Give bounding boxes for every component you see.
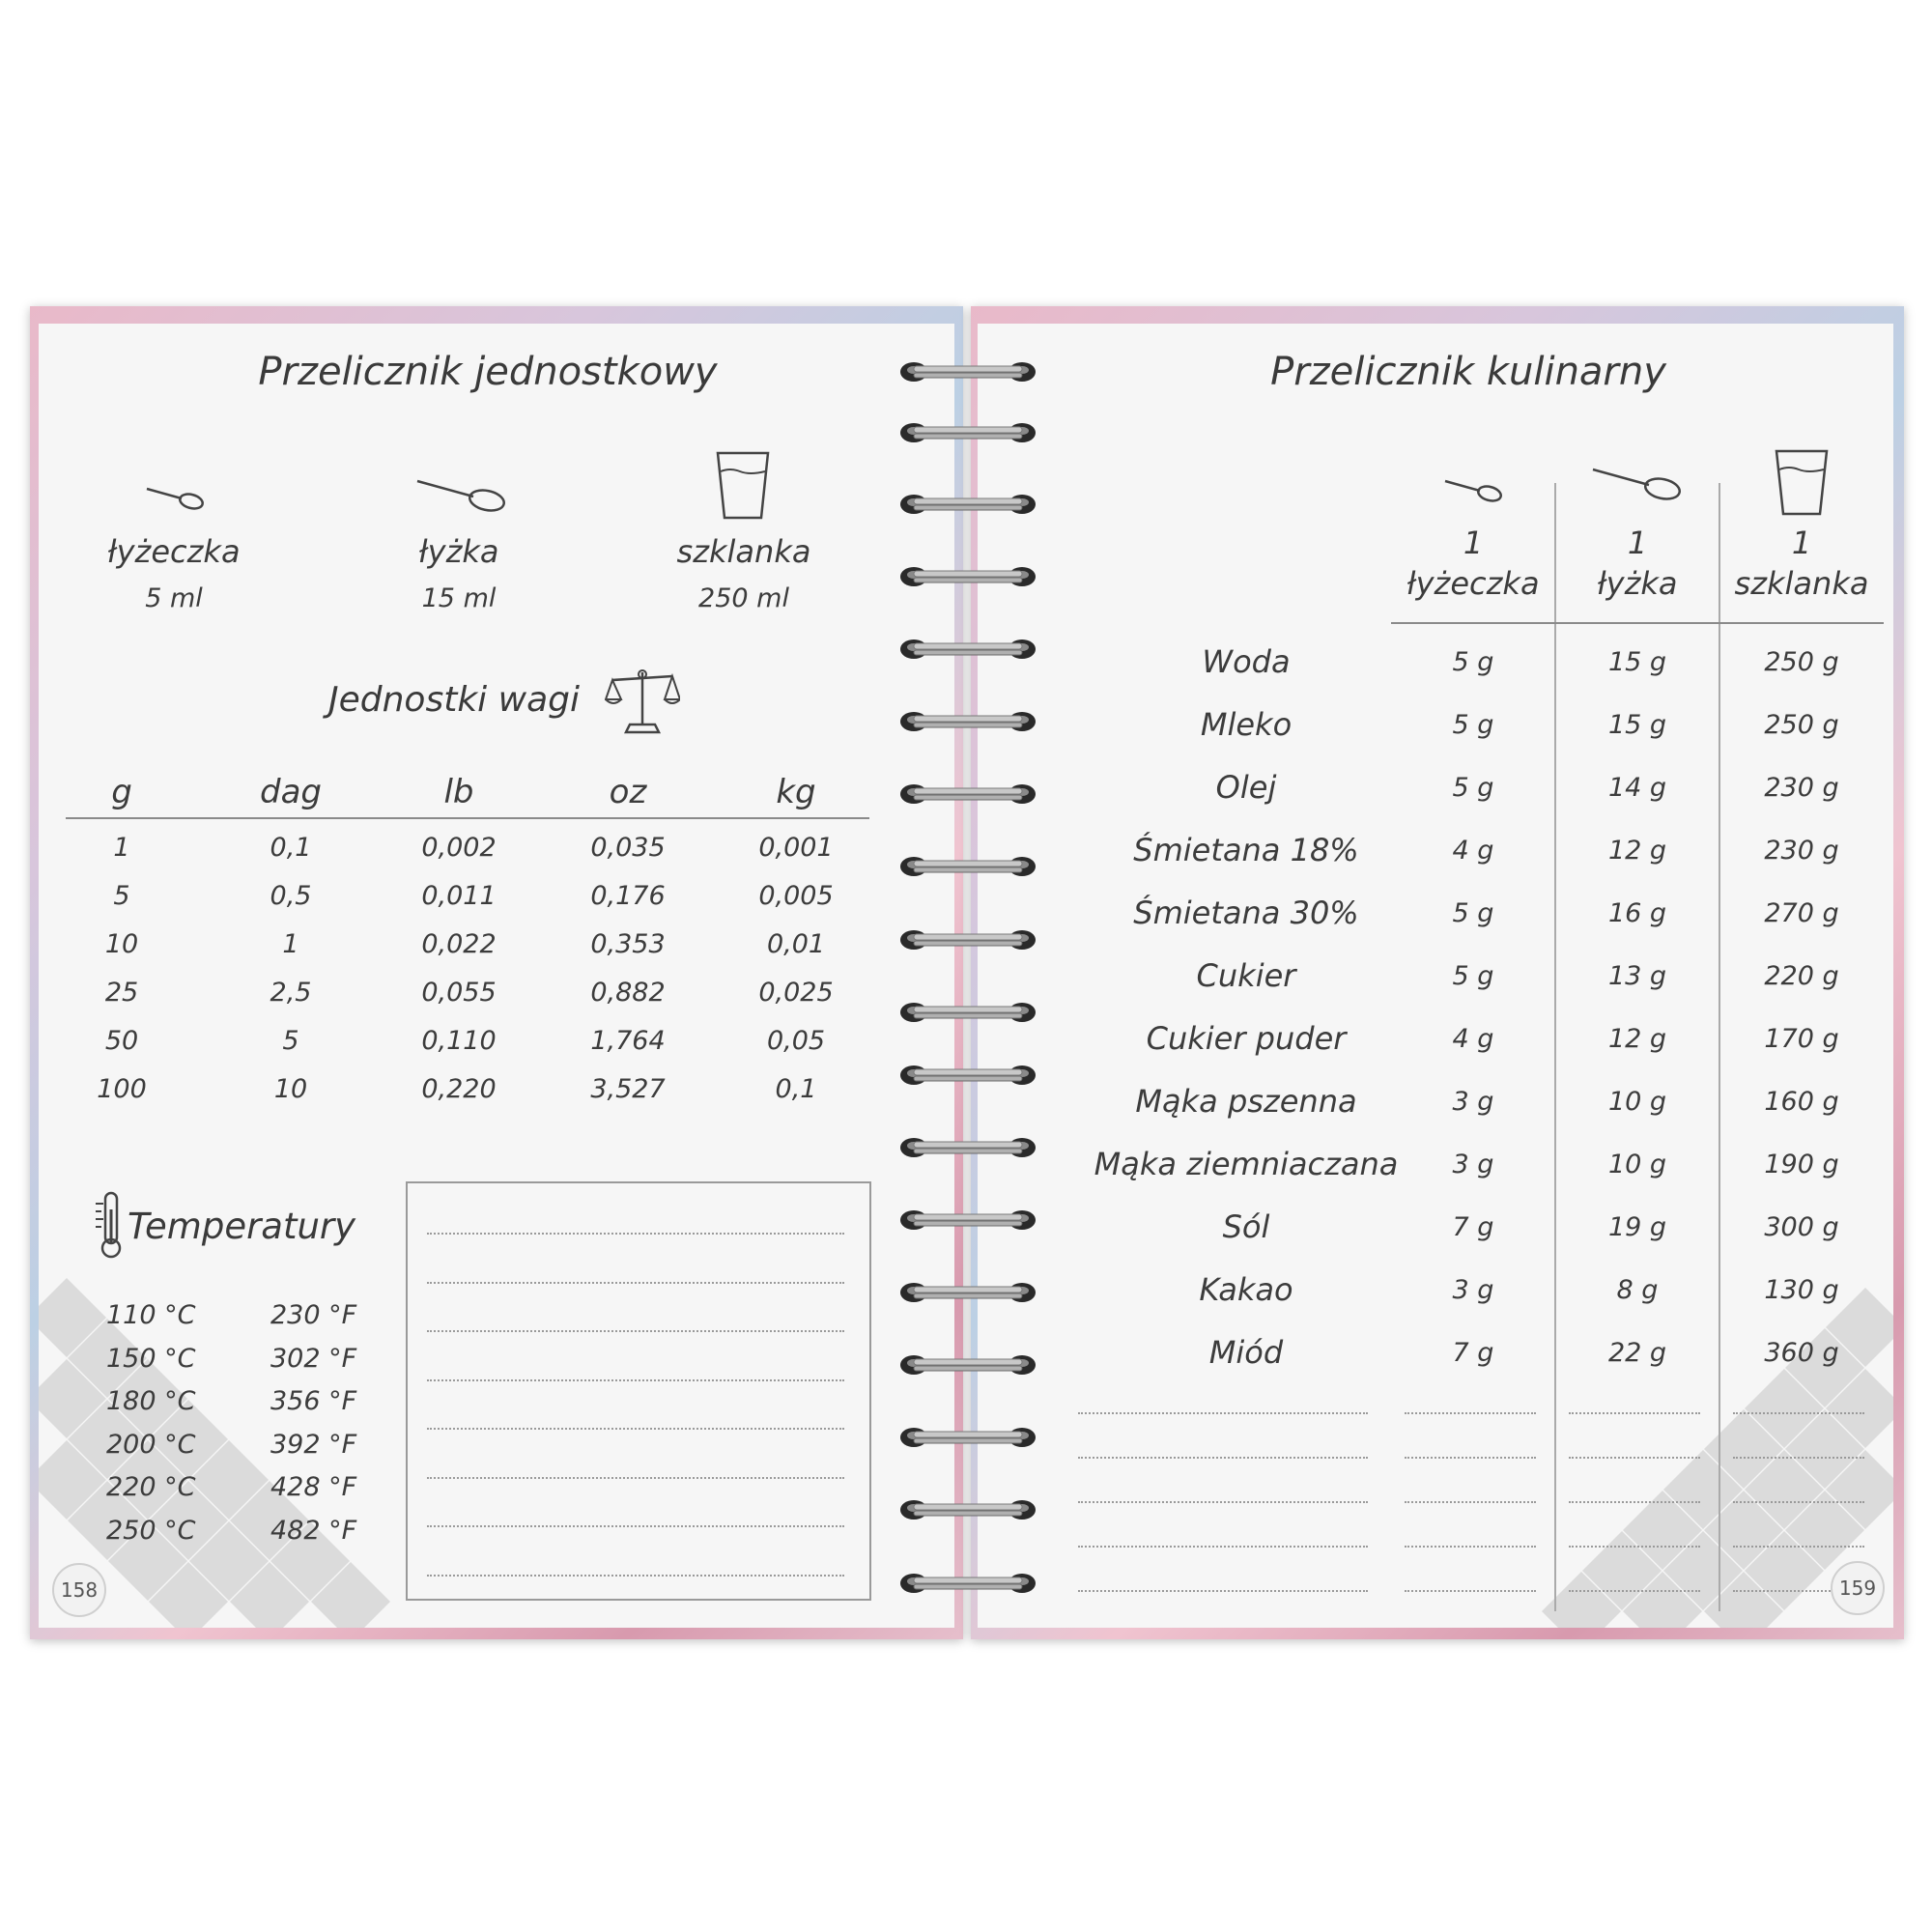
page-number-right: 159: [1831, 1561, 1885, 1615]
spiral-ring: [896, 998, 1039, 1027]
ingredient-value: 12 g: [1607, 836, 1667, 866]
ingredient-value: 3 g: [1452, 1087, 1494, 1117]
ingredient-value: 5 g: [1452, 773, 1494, 803]
ingredient-name: Śmietana 30%: [1133, 895, 1359, 931]
blank-line: [1078, 1590, 1368, 1592]
blank-line: [1078, 1412, 1368, 1414]
note-line: [427, 1330, 844, 1332]
temp-celsius: 180 °C: [106, 1386, 196, 1416]
weight-cell: 50: [104, 1026, 139, 1056]
note-line: [427, 1379, 844, 1381]
column-header-count: 1: [1463, 525, 1484, 561]
ingredient-value: 170 g: [1764, 1024, 1839, 1054]
ingredient-value: 250 g: [1764, 710, 1839, 740]
header-divider: [1391, 622, 1884, 624]
measure-name: łyżka: [418, 533, 499, 570]
weight-cell: 0,022: [421, 929, 497, 959]
blank-line: [1569, 1546, 1700, 1548]
column-header-tablespoon: [1555, 523, 1719, 604]
ingredient-value: 130 g: [1764, 1275, 1839, 1305]
measure-value: 5 ml: [145, 583, 203, 613]
ingredient-value: 220 g: [1764, 961, 1839, 991]
measure-tablespoon: [353, 533, 565, 613]
ingredient-value: 19 g: [1607, 1212, 1667, 1242]
blank-line: [1405, 1501, 1536, 1503]
spiral-ring: [896, 780, 1039, 809]
weight-header-kg: kg: [776, 773, 816, 811]
ingredient-name: Kakao: [1199, 1271, 1293, 1308]
ingredient-name: Mleko: [1200, 706, 1293, 743]
spiral-ring: [896, 1206, 1039, 1235]
thermometer-icon: [93, 1190, 128, 1260]
temp-celsius: 150 °C: [106, 1343, 196, 1374]
blank-line: [1405, 1412, 1536, 1414]
ingredient-name: Mąka pszenna: [1135, 1083, 1357, 1120]
column-header-unit: szklanka: [1734, 565, 1869, 602]
blank-line: [1078, 1501, 1368, 1503]
ingredient-value: 3 g: [1452, 1275, 1494, 1305]
ingredient-value: 8 g: [1616, 1275, 1659, 1305]
ingredient-value: 15 g: [1607, 647, 1667, 677]
weight-cell: 0,035: [590, 833, 666, 863]
spiral-ring: [896, 418, 1039, 447]
weight-cell: 0,055: [421, 978, 497, 1008]
weights-title: Jednostki wagi: [328, 680, 580, 720]
ingredient-value: 10 g: [1607, 1150, 1667, 1179]
ingredient-value: 4 g: [1452, 836, 1494, 866]
temp-fahrenheit: 428 °F: [270, 1472, 357, 1502]
left-page-title: Przelicznik jednostkowy: [258, 350, 718, 394]
scale-icon: [605, 667, 680, 736]
ingredient-name: Woda: [1202, 643, 1291, 680]
blank-line: [1405, 1590, 1536, 1592]
weight-cell: 3,527: [590, 1074, 666, 1104]
ingredient-name: Mąka ziemniaczana: [1094, 1146, 1399, 1182]
measure-name: szklanka: [676, 533, 811, 570]
weight-cell: 25: [104, 978, 139, 1008]
ingredient-value: 10 g: [1607, 1087, 1667, 1117]
temp-celsius: 110 °C: [106, 1300, 196, 1330]
ingredient-value: 250 g: [1764, 647, 1839, 677]
blank-line: [1569, 1501, 1700, 1503]
page-number-left: 158: [52, 1563, 106, 1617]
temp-fahrenheit: 302 °F: [270, 1343, 357, 1374]
blank-line: [1733, 1501, 1864, 1503]
ingredient-value: 160 g: [1764, 1087, 1839, 1117]
column-header-count: 1: [1627, 525, 1648, 561]
spiral-ring: [896, 1423, 1039, 1452]
column-header-teaspoon: [1391, 523, 1555, 604]
temperatures-title: Temperatury: [128, 1206, 356, 1247]
ingredient-value: 300 g: [1764, 1212, 1839, 1242]
temp-fahrenheit: 392 °F: [270, 1429, 357, 1460]
weight-cell: 0,176: [590, 881, 666, 911]
weight-cell: 0,01: [766, 929, 826, 959]
ingredient-name: Miód: [1208, 1334, 1284, 1371]
weight-cell: 1: [113, 833, 130, 863]
spiral-ring: [896, 1569, 1039, 1598]
ingredient-value: 5 g: [1452, 961, 1494, 991]
ingredient-value: 270 g: [1764, 898, 1839, 928]
spiral-ring: [896, 852, 1039, 881]
teaspoon-icon: [143, 481, 207, 514]
spiral-ring: [896, 1350, 1039, 1379]
ingredient-value: 230 g: [1764, 836, 1839, 866]
spiral-ring: [896, 1495, 1039, 1524]
weight-cell: 0,220: [421, 1074, 497, 1104]
column-header-unit: łyżka: [1597, 565, 1678, 602]
ingredient-name: Sól: [1222, 1208, 1270, 1245]
weight-cell: 0,1: [775, 1074, 817, 1104]
weight-header-g: g: [111, 773, 132, 811]
ingredient-value: 7 g: [1452, 1338, 1494, 1368]
weight-cell: 2,5: [270, 978, 312, 1008]
ingredient-value: 190 g: [1764, 1150, 1839, 1179]
ingredient-value: 5 g: [1452, 898, 1494, 928]
column-header-unit: łyżeczka: [1406, 565, 1540, 602]
temp-fahrenheit: 356 °F: [270, 1386, 357, 1416]
measure-value: 15 ml: [421, 583, 497, 613]
weight-cell: 5: [113, 881, 130, 911]
temp-fahrenheit: 230 °F: [270, 1300, 357, 1330]
blank-line: [1405, 1546, 1536, 1548]
weight-cell: 10: [104, 929, 139, 959]
tablespoon-icon: [413, 473, 508, 516]
ingredient-value: 12 g: [1607, 1024, 1667, 1054]
note-line: [427, 1525, 844, 1527]
blank-line: [1733, 1412, 1864, 1414]
weight-cell: 0,5: [270, 881, 312, 911]
spiral-ring: [896, 635, 1039, 664]
weight-cell: 0,002: [421, 833, 497, 863]
ingredient-name: Olej: [1215, 769, 1277, 806]
measure-teaspoon: [68, 533, 280, 613]
temp-celsius: 250 °C: [106, 1515, 196, 1546]
blank-line: [1569, 1590, 1700, 1592]
column-header-count: 1: [1791, 525, 1812, 561]
blank-line: [1569, 1457, 1700, 1459]
temp-celsius: 200 °C: [106, 1429, 196, 1460]
spiral-ring: [896, 925, 1039, 954]
weight-cell: 0,011: [421, 881, 497, 911]
ingredient-value: 14 g: [1607, 773, 1667, 803]
temp-fahrenheit: 482 °F: [270, 1515, 357, 1546]
note-line: [427, 1233, 844, 1235]
spiral-ring: [896, 1133, 1039, 1162]
measure-name: łyżeczka: [107, 533, 241, 570]
ingredient-value: 15 g: [1607, 710, 1667, 740]
teaspoon-icon: [1441, 473, 1505, 506]
weight-cell: 0,110: [421, 1026, 497, 1056]
weight-header-dag: dag: [260, 773, 322, 811]
spiral-ring: [896, 490, 1039, 519]
weight-cell: 0,353: [590, 929, 666, 959]
note-line: [427, 1477, 844, 1479]
ingredient-value: 230 g: [1764, 773, 1839, 803]
spiral-ring: [896, 357, 1039, 386]
ingredient-value: 360 g: [1764, 1338, 1839, 1368]
weight-header-oz: oz: [609, 773, 647, 811]
weight-cell: 10: [273, 1074, 308, 1104]
spiral-ring: [896, 562, 1039, 591]
ingredient-value: 22 g: [1607, 1338, 1667, 1368]
weight-cell: 100: [97, 1074, 147, 1104]
ingredient-name: Cukier: [1196, 957, 1296, 994]
spiral-ring: [896, 1278, 1039, 1307]
blank-line: [1078, 1457, 1368, 1459]
column-header-glass: [1719, 523, 1884, 604]
note-line: [427, 1282, 844, 1284]
ingredient-value: 5 g: [1452, 710, 1494, 740]
ingredient-value: 16 g: [1607, 898, 1667, 928]
glass-icon: [715, 450, 771, 522]
weight-cell: 0,1: [270, 833, 312, 863]
weight-cell: 1: [282, 929, 299, 959]
ingredient-value: 7 g: [1452, 1212, 1494, 1242]
notes-box[interactable]: [406, 1181, 871, 1601]
temp-celsius: 220 °C: [106, 1472, 196, 1502]
measure-glass: [638, 533, 850, 613]
blank-line: [1078, 1546, 1368, 1548]
note-line: [427, 1575, 844, 1577]
blank-line: [1733, 1457, 1864, 1459]
blank-line: [1733, 1546, 1864, 1548]
weight-cell: 0,001: [758, 833, 834, 863]
blank-line: [1569, 1412, 1700, 1414]
ingredient-name: Cukier puder: [1146, 1020, 1347, 1057]
glass-icon: [1774, 448, 1830, 518]
right-page-title: Przelicznik kulinarny: [1270, 350, 1666, 394]
ingredient-value: 3 g: [1452, 1150, 1494, 1179]
ingredient-value: 5 g: [1452, 647, 1494, 677]
spiral-ring: [896, 1061, 1039, 1090]
ingredient-value: 4 g: [1452, 1024, 1494, 1054]
weight-cell: 1,764: [590, 1026, 666, 1056]
blank-line: [1405, 1457, 1536, 1459]
ingredient-name: Śmietana 18%: [1133, 832, 1359, 868]
weight-cell: 5: [282, 1026, 299, 1056]
ingredient-value: 13 g: [1607, 961, 1667, 991]
weight-cell: 0,05: [766, 1026, 826, 1056]
note-line: [427, 1428, 844, 1430]
weight-header-lb: lb: [443, 773, 474, 811]
weight-cell: 0,882: [590, 978, 666, 1008]
spiral-ring: [896, 707, 1039, 736]
tablespoon-icon: [1589, 462, 1684, 504]
weight-cell: 0,005: [758, 881, 834, 911]
weights-header-divider: [66, 817, 869, 819]
weight-cell: 0,025: [758, 978, 834, 1008]
measure-value: 250 ml: [698, 583, 789, 613]
